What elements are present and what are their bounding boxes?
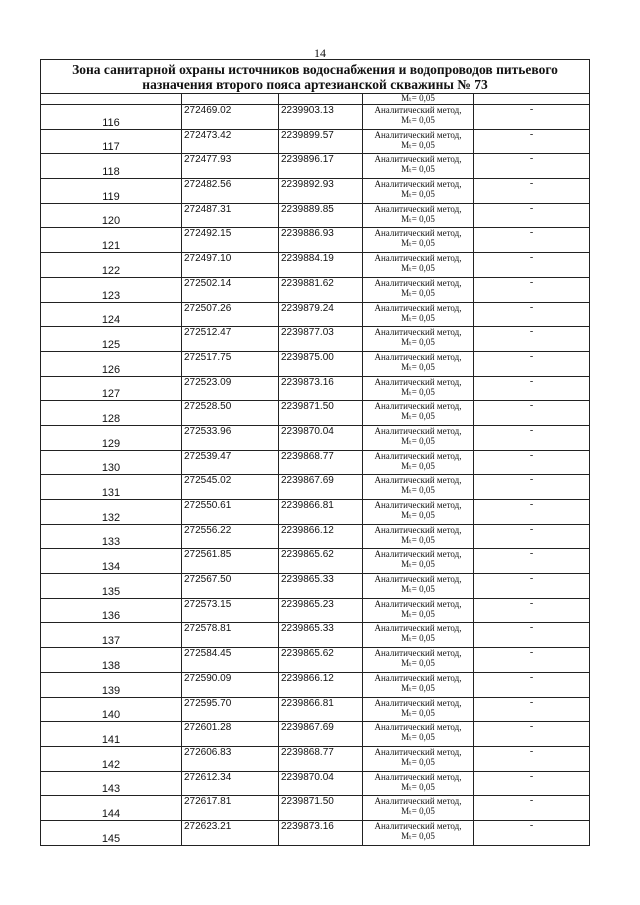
coord-x: 272561.85 [182,549,279,574]
dash-cell: - [474,376,590,401]
coord-x: 272612.34 [182,771,279,796]
method-label: Аналитический метод, [374,105,462,115]
coord-x: 272512.47 [182,327,279,352]
coord-x: 272469.02 [182,105,279,130]
dash-cell: - [474,574,590,599]
method-cell [363,203,474,228]
coord-y: 2239866.12 [279,672,363,697]
continuation-method-cell: Мₜ= 0,05 [363,94,474,105]
table-row [41,598,590,623]
method-mt: Мₜ= 0,05 [401,806,435,817]
coord-x: 272578.81 [182,623,279,648]
method-label: Аналитический метод, [374,450,462,461]
coord-y: 2239866.81 [279,500,363,525]
coord-x: 272533.96 [182,425,279,450]
method-cell [363,105,474,130]
table-row [41,746,590,771]
method-mt: Мₜ= 0,05 [401,435,435,446]
table-row [41,722,590,747]
table-row [41,277,590,302]
table-row [41,796,590,821]
coord-x: 272623.21 [182,820,279,845]
coord-y: 2239873.16 [279,376,363,401]
dash-cell: - [474,820,590,845]
table-row [41,129,590,154]
method-mt: Мₜ= 0,05 [401,781,435,792]
method-mt: Мₜ= 0,05 [401,584,435,595]
coordinates-table [40,59,590,846]
table-row [41,105,590,130]
coord-x: 272545.02 [182,475,279,500]
method-mt: Мₜ= 0,05 [401,312,435,323]
point-number: 137 [41,623,182,648]
method-label: Аналитический метод, [374,672,462,683]
coord-y: 2239873.16 [279,820,363,845]
point-number: 122 [41,253,182,278]
method-mt: Мₜ= 0,05 [401,682,435,693]
coord-y: 2239867.69 [279,722,363,747]
point-number: 126 [41,351,182,376]
coord-y: 2239868.77 [279,450,363,475]
method-label: Аналитический метод, [374,129,462,140]
dash-cell: - [474,672,590,697]
method-label: Аналитический метод, [374,574,462,585]
method-mt: Мₜ= 0,05 [401,115,435,125]
method-label: Аналитический метод, [374,401,462,412]
coord-y: 2239867.69 [279,475,363,500]
method-label: Аналитический метод, [374,277,462,288]
method-label: Аналитический метод, [374,648,462,659]
method-cell [363,697,474,722]
coord-y: 2239877.03 [279,327,363,352]
method-cell [363,722,474,747]
point-number: 131 [41,475,182,500]
dash-cell: - [474,524,590,549]
dash-cell: - [474,598,590,623]
method-cell [363,302,474,327]
table-row [41,574,590,599]
table-row [41,203,590,228]
point-number: 144 [41,796,182,821]
dash-cell: - [474,623,590,648]
point-number: 145 [41,820,182,845]
dash-cell: - [474,549,590,574]
point-number: 142 [41,746,182,771]
method-label: Аналитический метод, [374,475,462,486]
method-mt: Мₜ= 0,05 [401,485,435,496]
method-mt: Мₜ= 0,05 [401,164,435,175]
table-row [41,302,590,327]
table-row [41,475,590,500]
method-cell [363,129,474,154]
table-row [41,376,590,401]
method-mt: Мₜ= 0,05 [401,658,435,669]
dash-cell: - [474,351,590,376]
dash-cell: - [474,253,590,278]
method-cell [363,376,474,401]
method-cell [363,154,474,179]
coord-y: 2239865.62 [279,648,363,673]
coord-x: 272617.81 [182,796,279,821]
point-number: 120 [41,203,182,228]
coord-y: 2239870.04 [279,425,363,450]
method-mt: Мₜ= 0,05 [401,213,435,224]
coord-x: 272550.61 [182,500,279,525]
dash-cell: - [474,425,590,450]
method-mt: Мₜ= 0,05 [401,189,435,200]
coord-x: 272606.83 [182,746,279,771]
method-label: Аналитический метод, [374,524,462,535]
coord-y: 2239865.33 [279,623,363,648]
method-mt: Мₜ= 0,05 [401,830,435,841]
point-number: 119 [41,179,182,204]
method-mt: Мₜ= 0,05 [401,287,435,298]
table-row [41,401,590,426]
method-cell [363,623,474,648]
point-number: 118 [41,154,182,179]
method-label: Аналитический метод, [374,425,462,436]
coord-y: 2239865.33 [279,574,363,599]
method-mt: Мₜ= 0,05 [401,386,435,397]
page-number: 14 [314,46,326,60]
coord-x: 272477.93 [182,154,279,179]
coord-y: 2239865.62 [279,549,363,574]
point-number: 132 [41,500,182,525]
method-cell [363,771,474,796]
method-cell [363,746,474,771]
dash-cell: - [474,228,590,253]
table-row [41,450,590,475]
method-mt: Мₜ= 0,05 [401,460,435,471]
coord-x: 272590.09 [182,672,279,697]
method-cell [363,524,474,549]
coord-y: 2239884.19 [279,253,363,278]
method-mt: Мₜ= 0,05 [401,756,435,767]
point-number: 124 [41,302,182,327]
point-number: 127 [41,376,182,401]
table-row [41,697,590,722]
method-cell [363,820,474,845]
method-mt: Мₜ= 0,05 [401,732,435,743]
dash-cell: - [474,154,590,179]
method-mt: Мₜ= 0,05 [401,263,435,274]
method-label: Аналитический метод, [374,722,462,733]
coord-x: 272497.10 [182,253,279,278]
method-label: Аналитический метод, [374,796,462,807]
coord-x: 272473.42 [182,129,279,154]
point-number: 140 [41,697,182,722]
dash-cell: - [474,129,590,154]
method-mt: Мₜ= 0,05 [401,510,435,520]
coord-x: 272595.70 [182,697,279,722]
point-number: 125 [41,327,182,352]
table-row [41,524,590,549]
method-label: Аналитический метод, [374,376,462,387]
method-mt: Мₜ= 0,05 [401,559,435,570]
coord-x: 272492.15 [182,228,279,253]
method-label: Аналитический метод, [374,228,462,239]
method-label: Аналитический метод, [374,327,462,338]
coord-y: 2239886.93 [279,228,363,253]
dash-cell: - [474,401,590,426]
point-number: 141 [41,722,182,747]
coord-y: 2239868.77 [279,746,363,771]
dash-cell: - [474,796,590,821]
method-mt: Мₜ= 0,05 [401,707,435,718]
table-title-row [41,60,590,94]
table-row [41,425,590,450]
point-number: 136 [41,598,182,623]
method-label: Аналитический метод, [374,697,462,708]
continuation-num-cell [41,94,182,105]
method-label: Аналитический метод, [374,598,462,609]
table-row [41,327,590,352]
coord-y: 2239866.12 [279,524,363,549]
method-mt: Мₜ= 0,05 [401,633,435,644]
method-label: Аналитический метод, [374,500,462,510]
table-row [41,771,590,796]
method-label: Аналитический метод, [374,302,462,313]
method-mt: Мₜ= 0,05 [401,139,435,150]
dash-cell: - [474,500,590,525]
table-title: Зона санитарной охраны источников водоснабжения и водопроводов питьевого назначения второго пояса артезианской скважины № 73 [41,60,590,94]
coord-x: 272482.56 [182,179,279,204]
point-number: 129 [41,425,182,450]
method-label: Аналитический метод, [374,203,462,214]
coord-x: 272507.26 [182,302,279,327]
dash-cell: - [474,450,590,475]
coord-x: 272539.47 [182,450,279,475]
point-number: 134 [41,549,182,574]
coord-x: 272556.22 [182,524,279,549]
table-row [41,154,590,179]
method-label: Аналитический метод, [374,549,462,560]
coord-x: 272584.45 [182,648,279,673]
method-cell [363,796,474,821]
coord-y: 2239896.17 [279,154,363,179]
point-number: 139 [41,672,182,697]
continuation-dash-cell [474,94,590,105]
method-mt: Мₜ= 0,05 [401,411,435,422]
method-label: Аналитический метод, [374,351,462,362]
coord-y: 2239871.50 [279,796,363,821]
coord-y: 2239903.13 [279,105,363,130]
method-cell [363,401,474,426]
dash-cell: - [474,475,590,500]
method-mt: Мₜ= 0,05 [401,608,435,619]
coord-y: 2239865.23 [279,598,363,623]
dash-cell: - [474,746,590,771]
method-label: Аналитический метод, [374,746,462,757]
point-number: 143 [41,771,182,796]
method-label: Аналитический метод, [374,179,462,190]
coord-y: 2239881.62 [279,277,363,302]
dash-cell: - [474,697,590,722]
point-number: 123 [41,277,182,302]
method-cell [363,253,474,278]
coord-y: 2239889.85 [279,203,363,228]
coord-y: 2239879.24 [279,302,363,327]
method-cell [363,450,474,475]
table-row [41,253,590,278]
method-label: Аналитический метод, [374,820,462,831]
method-cell [363,500,474,525]
method-cell [363,179,474,204]
dash-cell: - [474,203,590,228]
coord-x: 272573.15 [182,598,279,623]
method-cell [363,277,474,302]
method-cell [363,574,474,599]
point-number: 128 [41,401,182,426]
table-row [41,820,590,845]
point-number: 138 [41,648,182,673]
method-label: Аналитический метод, [374,253,462,264]
dash-cell: - [474,722,590,747]
table-row [41,623,590,648]
coord-x: 272487.31 [182,203,279,228]
method-cell [363,475,474,500]
coord-y: 2239866.81 [279,697,363,722]
method-mt: Мₜ= 0,05 [401,534,435,545]
point-number: 130 [41,450,182,475]
coord-x: 272523.09 [182,376,279,401]
dash-cell: - [474,105,590,130]
method-mt: Мₜ= 0,05 [401,238,435,249]
method-cell [363,648,474,673]
method-label: Аналитический метод, [374,771,462,782]
coord-x: 272601.28 [182,722,279,747]
table-row [41,351,590,376]
coord-y: 2239899.57 [279,129,363,154]
coord-x: 272567.50 [182,574,279,599]
method-cell [363,327,474,352]
method-label: Аналитический метод, [374,154,462,165]
table-row [41,672,590,697]
coord-x: 272528.50 [182,401,279,426]
method-mt: Мₜ= 0,05 [401,337,435,348]
continuation-y-cell [279,94,363,105]
method-cell [363,228,474,253]
table-row [41,179,590,204]
method-label: Аналитический метод, [374,623,462,634]
table-row [41,500,590,525]
coord-y: 2239871.50 [279,401,363,426]
method-mt: Мₜ= 0,05 [401,361,435,372]
continuation-row [41,94,590,105]
continuation-x-cell [182,94,279,105]
coord-y: 2239875.00 [279,351,363,376]
point-number: 135 [41,574,182,599]
table-row [41,648,590,673]
dash-cell: - [474,302,590,327]
method-cell [363,425,474,450]
dash-cell: - [474,771,590,796]
table-row [41,549,590,574]
table-row [41,228,590,253]
dash-cell: - [474,327,590,352]
method-cell [363,549,474,574]
point-number: 133 [41,524,182,549]
coord-y: 2239892.93 [279,179,363,204]
point-number: 121 [41,228,182,253]
method-cell [363,672,474,697]
coord-y: 2239870.04 [279,771,363,796]
dash-cell: - [474,277,590,302]
dash-cell: - [474,648,590,673]
method-cell [363,351,474,376]
coord-x: 272502.14 [182,277,279,302]
dash-cell: - [474,179,590,204]
point-number: 117 [41,129,182,154]
point-number: 116 [41,105,182,130]
coord-x: 272517.75 [182,351,279,376]
method-cell [363,598,474,623]
